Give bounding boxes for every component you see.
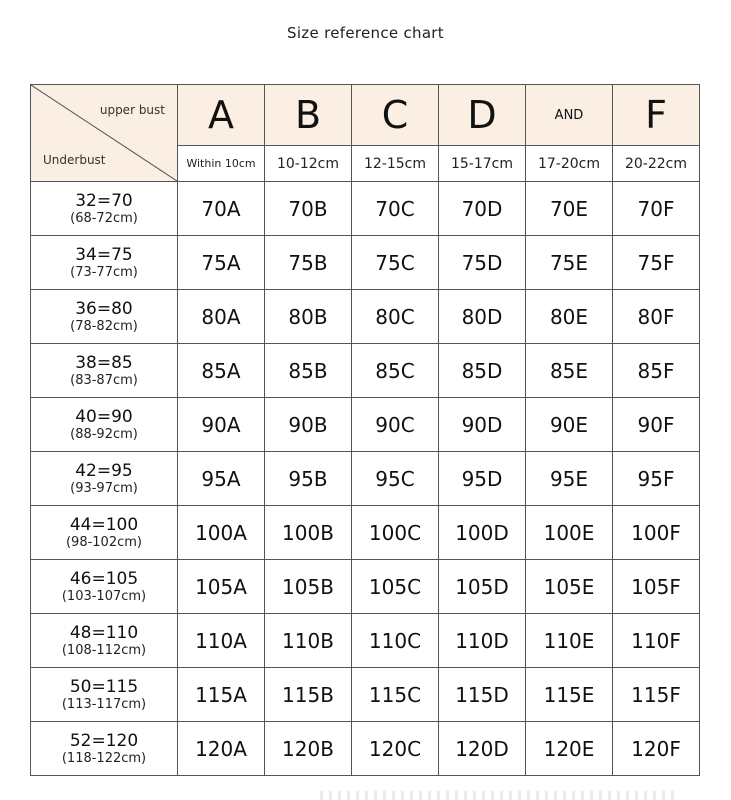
size-cell: 120E [526,722,613,776]
band-size: 46=105 [69,568,139,589]
size-cell: 90E [526,398,613,452]
size-cell: 100A [178,506,265,560]
size-cell: 90C [352,398,439,452]
size-cell: 105F [613,560,700,614]
size-cell: 115A [178,668,265,722]
band-range: (88-92cm) [70,426,138,442]
band-size: 48=110 [69,622,139,643]
size-cell: 110C [352,614,439,668]
underbust-cell [31,182,178,236]
table-row [31,560,700,614]
size-cell: 85E [526,344,613,398]
band-range: (78-82cm) [70,318,138,334]
size-cell: 75E [526,236,613,290]
band-range: (68-72cm) [70,210,138,226]
size-cell: 115F [613,668,700,722]
size-cell: 95B [265,452,352,506]
band-size: 52=120 [69,730,139,751]
size-cell: 85D [439,344,526,398]
size-cell: 70C [352,182,439,236]
size-cell: 110F [613,614,700,668]
size-cell: 105E [526,560,613,614]
underbust-cell [31,452,178,506]
cup-range: 15-17cm [439,146,526,182]
band-size: 40=90 [75,406,133,427]
band-size: 44=100 [69,514,139,535]
table-row [31,182,700,236]
size-cell: 110E [526,614,613,668]
underbust-cell [31,290,178,344]
cup-letter: B [265,85,352,146]
underbust-cell [31,344,178,398]
size-cell: 115C [352,668,439,722]
size-cell: 115E [526,668,613,722]
size-cell: 100F [613,506,700,560]
size-cell: 80F [613,290,700,344]
table-row [31,452,700,506]
size-cell: 85A [178,344,265,398]
cup-letter: A [178,85,265,146]
size-cell: 105D [439,560,526,614]
size-cell: 90A [178,398,265,452]
underbust-cell [31,668,178,722]
cup-letter: D [439,85,526,146]
underbust-cell [31,236,178,290]
size-cell: 95D [439,452,526,506]
underbust-cell [31,560,178,614]
size-cell: 120A [178,722,265,776]
cup-letter: AND [526,85,613,146]
band-range: (113-117cm) [61,696,147,712]
band-range: (108-112cm) [61,642,147,658]
cup-range: 20-22cm [613,146,700,182]
size-cell: 75F [613,236,700,290]
band-size: 50=115 [69,676,139,697]
table-row [31,290,700,344]
size-cell: 85F [613,344,700,398]
cup-letter: F [613,85,700,146]
size-cell: 110A [178,614,265,668]
band-range: (103-107cm) [61,588,147,604]
table-row [31,506,700,560]
size-cell: 70B [265,182,352,236]
table-row [31,614,700,668]
header-letter-row [31,85,700,146]
cup-range: 12-15cm [352,146,439,182]
band-size: 34=75 [75,244,133,265]
size-cell: 100B [265,506,352,560]
size-cell: 115D [439,668,526,722]
size-cell: 100D [439,506,526,560]
size-cell: 75B [265,236,352,290]
size-cell: 100C [352,506,439,560]
upper-bust-label: upper bust [99,103,165,117]
page-title: Size reference chart [287,24,444,42]
size-cell: 105C [352,560,439,614]
band-size: 42=95 [75,460,133,481]
corner-header [31,85,178,182]
band-range: (118-122cm) [61,750,147,766]
band-size: 32=70 [75,190,133,211]
size-cell: 90F [613,398,700,452]
size-cell: 85B [265,344,352,398]
cup-range: 10-12cm [265,146,352,182]
table-row [31,236,700,290]
underbust-cell [31,398,178,452]
size-cell: 100E [526,506,613,560]
size-cell: 95A [178,452,265,506]
table-row [31,668,700,722]
size-cell: 90D [439,398,526,452]
size-cell: 70F [613,182,700,236]
size-cell: 105A [178,560,265,614]
table-row [31,344,700,398]
size-cell: 110B [265,614,352,668]
table-body [31,182,700,776]
size-cell: 85C [352,344,439,398]
cup-range: Within 10cm [178,146,265,182]
band-size: 38=85 [75,352,133,373]
cropped-text-fragment [320,791,680,800]
size-cell: 105B [265,560,352,614]
size-cell: 110D [439,614,526,668]
size-cell: 70E [526,182,613,236]
band-range: (93-97cm) [70,480,138,496]
band-range: (73-77cm) [70,264,138,280]
size-cell: 80D [439,290,526,344]
size-cell: 120F [613,722,700,776]
table-row [31,398,700,452]
size-table [30,84,700,776]
size-cell: 95C [352,452,439,506]
underbust-cell [31,614,178,668]
size-cell: 80B [265,290,352,344]
size-cell: 120B [265,722,352,776]
cup-letter: C [352,85,439,146]
cup-range: 17-20cm [526,146,613,182]
band-range: (98-102cm) [65,534,142,550]
size-cell: 90B [265,398,352,452]
underbust-label: Underbust [43,153,106,167]
size-cell: 120C [352,722,439,776]
size-cell: 95F [613,452,700,506]
size-cell: 80A [178,290,265,344]
size-cell: 75C [352,236,439,290]
size-cell: 80E [526,290,613,344]
size-cell: 115B [265,668,352,722]
size-cell: 70D [439,182,526,236]
size-cell: 80C [352,290,439,344]
band-range: (83-87cm) [70,372,138,388]
size-cell: 95E [526,452,613,506]
size-cell: 75D [439,236,526,290]
underbust-cell [31,722,178,776]
table-row [31,722,700,776]
size-cell: 70A [178,182,265,236]
underbust-cell [31,506,178,560]
band-size: 36=80 [75,298,133,319]
size-cell: 75A [178,236,265,290]
size-cell: 120D [439,722,526,776]
